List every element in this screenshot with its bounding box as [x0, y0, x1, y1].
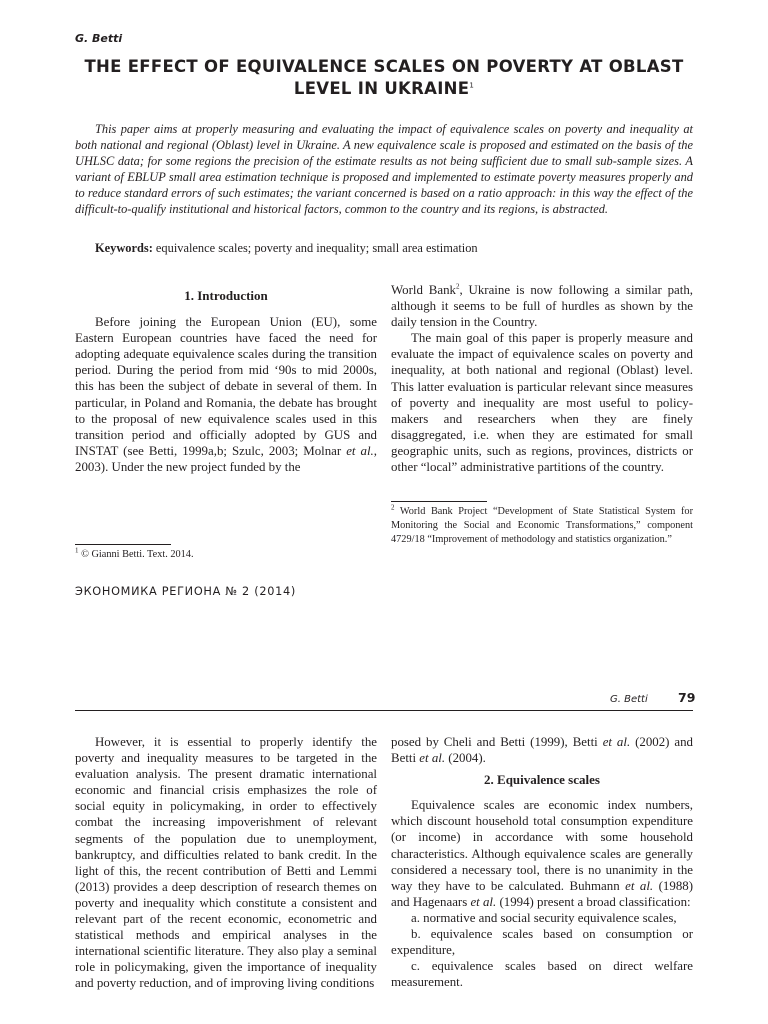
- page2-right-column: [391, 734, 693, 990]
- footnote-1: [75, 548, 377, 562]
- footnote-rule-right: [391, 501, 487, 502]
- intro-right-paragraph-1: World Bank$^2$, Ukraine is now following a similar path, although it seems to be full of hurdles as shown by the daily tension in the Country.: [391, 282, 693, 330]
- intro-right-column: [391, 282, 693, 475]
- footnote-1-mark: 1: [75, 546, 79, 555]
- page2-right-paragraph-1: posed by Cheli and Betti (1999), Betti et al. (2002) and Betti et al. (2004).: [391, 735, 693, 766]
- page-header-author: G. Betti: [610, 694, 648, 705]
- list-item-a: a. normative and social security equivalence scales,: [411, 910, 677, 925]
- section-heading-equivalence-scales: 2. Equivalence scales: [484, 772, 600, 788]
- footnote-2-text: World Bank Project “Development of State Statistical System for Monitoring the Social and Economic Transformations,” component 4729/18 “Improvement of methodology and statistics organization.”: [391, 506, 693, 545]
- footnote-2: [391, 505, 693, 547]
- intro-left-column: [75, 288, 377, 475]
- title-line-2: LEVEL IN UKRAINE: [293, 79, 470, 98]
- keywords-text: equivalence scales; poverty and inequality; small area estimation: [152, 241, 478, 255]
- keywords-label: Keywords:: [95, 241, 153, 255]
- footnote-1-text: © Gianni Betti. Text. 2014.: [78, 549, 194, 560]
- footnote-2-mark: 2: [391, 503, 395, 512]
- intro-right-paragraph-2: The main goal of this paper is properly measure and evaluate the impact of equivalence scales on poverty and inequality, at both national and regional (Oblast) level. This latter evaluation is particular relevant since measures of poverty and inequality are most useful to policy-makers and researchers when they are finely disaggregated, i.e. when they are estimated for small geographic units, such as regions, provinces, districts or other “local” administrative partitions of the country.: [391, 331, 693, 475]
- page2-left-column: [75, 734, 377, 992]
- page-number: 79: [678, 690, 696, 705]
- footnote-rule-left: [75, 544, 171, 545]
- paper-title: [75, 56, 693, 100]
- keywords: [95, 241, 478, 256]
- list-item-b: b. equivalence scales based on consumption or expenditure,: [391, 927, 693, 958]
- title-footnote-mark[interactable]: 1: [469, 81, 475, 90]
- running-author: G. Betti: [75, 32, 123, 45]
- abstract: This paper aims at properly measuring and evaluating the impact of equivalence scales on poverty and inequality at both national and regional (Oblast) level in Ukraine. A new equivalence scale is proposed and estimated on the basis of the UHLSC data; for some regions the precision of the estimate results as not being sufficient due to small sub-sample sizes. A variant of EBLUP small area estimation technique is proposed and implemented to estimate poverty measures properly and to reduce standard errors of such estimates; the variant concerned is based on a ratio approach: in this way the effect of the difficult-to-qualify institutional and historical factors, common to the country and its regions, is abstracted.: [75, 122, 693, 217]
- page2-left-paragraph-1: However, it is essential to properly identify the poverty and inequality measures to be targeted in the evaluation analysis. The present dramatic international economic and financial crisis emphasizes the role of social equity in policymaking, in order to effectively combat the increasing impoverishment of relevant segments of the population due to unemployment, bankruptcy, and difficulties related to bank credit. In the light of this, the recent contribution of Betti and Lemmi (2013) provides a deep description of research themes on poverty and inequality which constitute a consistent and relevant part of the recent economic, econometric and statistical methods and empirical analyses in the international scientific literature. They also play a seminal role in policymaking, given the importance of inequality and poverty reduction, and of improving living conditions: [75, 735, 377, 991]
- intro-paragraph-1: Before joining the European Union (EU), some Eastern European countries have faced the need for adopting adequate equivalence scales during the transition period. During the period from mid ‘90s to mid 2000s, this has been the subject of debate in several of them. In particular, in Poland and Romania, the debate has brought to the proposal of new equivalence scales used in this transition period and officially adopted by GUS and INSTAT (see Betti, 1999a,b; Szulc, 2003; Molnar et al., 2003). Under the new project funded by the: [75, 315, 378, 474]
- page2-right-paragraph-2: Equivalence scales are economic index numbers, which discount household total consumption expenditure (or income) in accordance with some household characteristics. Although equivalence scales are generally considered a necessary tool, there is no unanimity in the way they have to be calculated. Buhmann et al. (1988) and Hagenaars et al. (1994) present a broad classification:: [391, 798, 693, 909]
- page-header-rule: [75, 710, 693, 711]
- journal-footer: ЭКОНОМИКА РЕГИОНА № 2 (2014): [75, 585, 297, 598]
- section-heading-introduction: 1. Introduction: [184, 288, 268, 303]
- list-item-c: c. equivalence scales based on direct welfare measurement.: [391, 959, 693, 990]
- title-line-1: THE EFFECT OF EQUIVALENCE SCALES ON POVERTY AT OBLAST: [84, 57, 684, 76]
- footnote-2-ref[interactable]: 2: [455, 282, 460, 291]
